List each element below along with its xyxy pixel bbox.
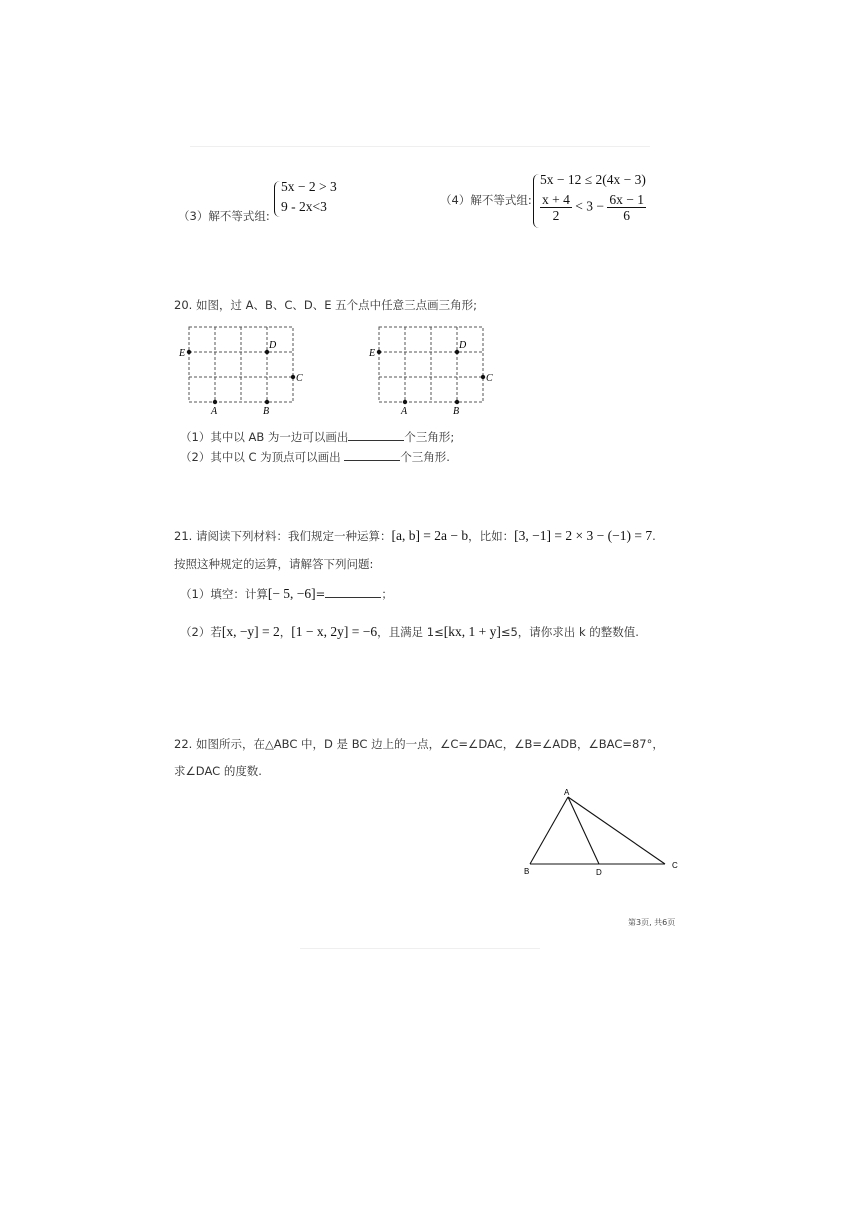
label-b: B [263,406,270,417]
side-ac [568,797,665,864]
label-d: D [459,340,467,351]
grid-lines [379,327,483,402]
q21-line1-end: . [652,529,656,543]
label-d: D [269,340,277,351]
q21-sub2 [180,624,639,640]
q20-sub2 [180,448,450,465]
q21-line1-mid: ，比如： [468,529,515,543]
q21-sub2-prefix: （2）若 [180,625,222,639]
label-b: B [453,406,460,417]
q21-sub1-end: ； [381,587,393,601]
grid-lines [189,327,293,402]
q19-part4-middle: < 3 − [575,198,604,214]
label-e: E [179,348,186,359]
q21-sub2-separator: ， [279,625,292,639]
point-a [403,400,407,404]
point-a [213,400,217,404]
q19-part4-brace [533,174,539,228]
point-c [481,375,485,379]
q21-line2: 按照这种规定的运算，请解答下列问题: [174,557,374,571]
frac2-denominator: 6 [623,208,631,223]
q20-sub2-prefix: （2）其中以 C 为顶点可以画出 [180,450,341,464]
q21-sub2-equation1: [x, −y] = 2 [221,624,280,639]
vertex-label-a: A [564,788,570,797]
page-number: 第3页, 共6页 [628,918,676,927]
q19-part3-line2: 9 - 2x<3 [281,199,327,214]
label-c: C [486,373,493,384]
q19-part3-line1: 5x − 2 > 3 [281,179,337,194]
q21-sub2-mid: ，且满足 1≤ [377,625,444,639]
q21-sub1-prefix: （1）填空：计算 [180,587,268,601]
q20-sub2-suffix: 个三角形. [400,450,450,464]
point-b [455,400,459,404]
side-ab [530,797,568,864]
label-a: A [211,406,218,417]
point-b [265,400,269,404]
q19-part4-line1: 5x − 12 ≤ 2(4x − 3) [540,172,646,187]
frac1-denominator: 2 [552,208,560,223]
q21-sub1 [180,585,393,602]
q21-sub2-end: ≤5，请你求出 k 的整数值. [500,625,639,639]
label-a: A [401,406,408,417]
q21-line1-prefix: 21. 请阅读下列材料：我们规定一种运算： [174,529,392,543]
q21-sub1-equals: = [315,587,326,601]
q21-operation-example: [3, −1] = 2 × 3 − (−1) = 7 [514,528,653,543]
q22-line2: 求∠DAC 的度数. [174,764,262,778]
q21-sub2-equation2: [1 − x, 2y] = −6 [291,624,378,639]
point-e [187,350,191,354]
q20-sub1 [180,428,454,445]
q22-line1: 22. 如图所示，在△ABC 中，D 是 BC 边上的一点，∠C=∠DAC，∠B=∠ADB，∠BAC=87°， [174,737,664,751]
q19-part4-label: （4）解不等式组: [440,193,532,207]
q19-part4-line2 [540,192,646,223]
q22-triangle-figure [515,786,685,881]
q21-operation-definition: [a, b] = 2a − b [391,528,469,543]
q20-sub1-prefix: （1）其中以 AB 为一边可以画出 [180,430,349,444]
q19-part3-label: （3）解不等式组: [178,209,270,223]
q20-grid-figure-right [360,318,510,418]
q19-part4-frac2 [607,192,646,223]
q21-sub2-expression: [kx, 1 + y] [443,624,501,639]
point-label-d: D [596,868,602,877]
q20-grid-figure-left [170,318,320,418]
q21-sub1-answer-blank[interactable] [325,585,381,598]
q20-sub1-suffix: 个三角形; [404,430,455,444]
point-c [291,375,295,379]
q19-part4-frac1 [540,192,572,223]
label-c: C [296,373,303,384]
label-e: E [369,348,376,359]
q20-title: 20. 如图，过 A、B、C、D、E 五个点中任意三点画三角形; [174,298,478,312]
frac1-numerator: x + 4 [542,192,570,207]
q19-part3-brace [274,181,280,217]
frac2-numerator: 6x − 1 [609,192,644,207]
vertex-label-c: C [672,861,678,870]
q20-sub1-answer-blank[interactable] [348,428,404,441]
vertex-label-b: B [524,867,530,876]
q21-sub1-expression: [− 5, −6] [267,586,316,601]
point-e [377,350,381,354]
q20-sub2-answer-blank[interactable] [344,448,400,461]
q21-line1 [174,528,656,544]
